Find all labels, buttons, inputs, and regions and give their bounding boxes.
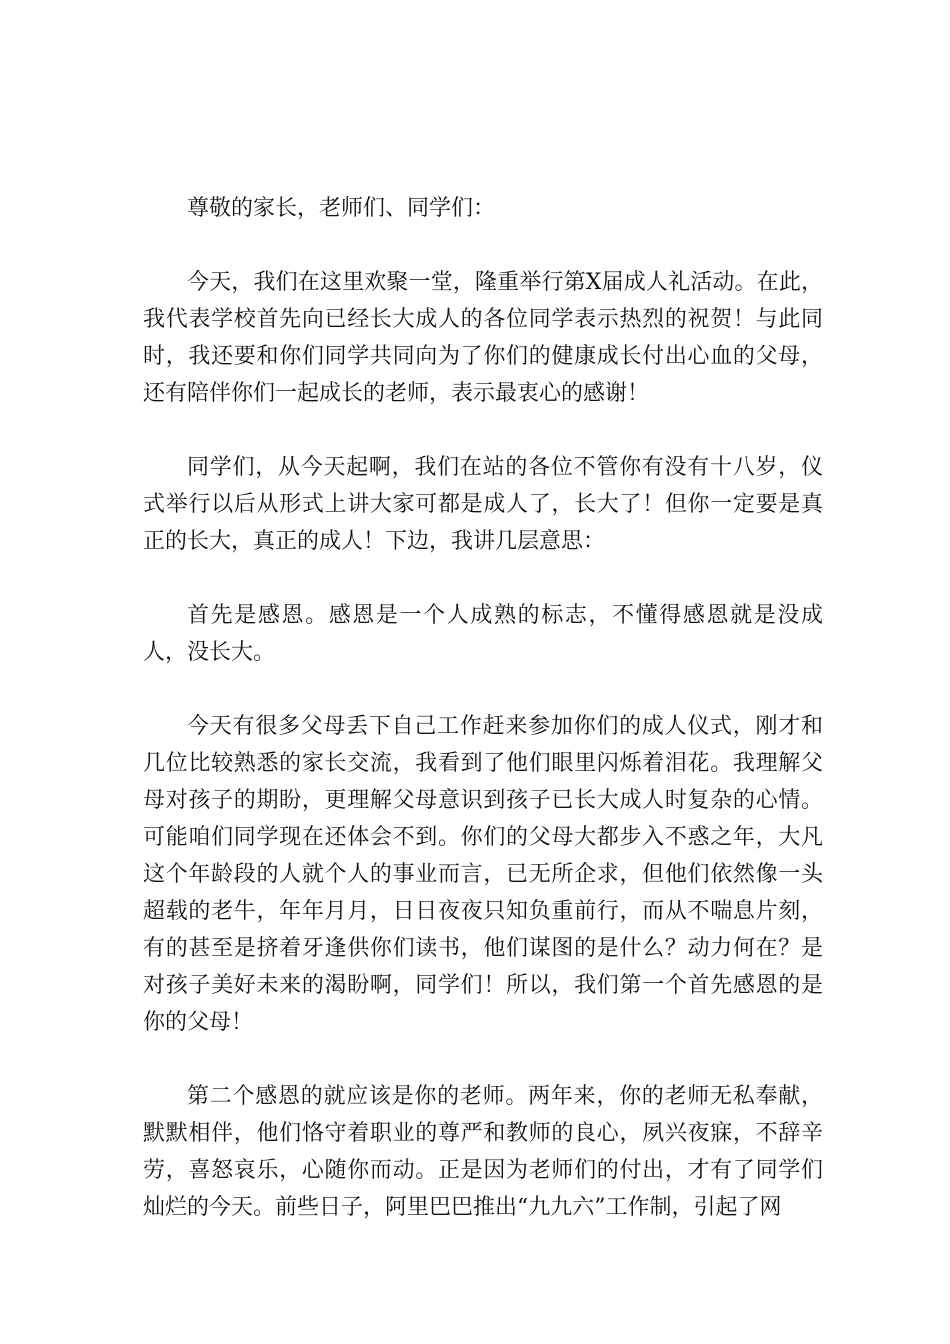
paragraph-2: 同学们，从今天起啊，我们在站的各位不管你有没有十八岁，仪式举行以后从形式上讲大家可都是成人了，长大了！但你一定要是真正的长大，真正的成人！下边，我讲几层意思： xyxy=(143,455,823,554)
paragraph-4: 今天有很多父母丢下自己工作赶来参加你们的成人仪式，刚才和几位比较熟悉的家长交流，我看到了他们眼里闪烁着泪花。我理解父母对孩子的期盼，更理解父母意识到孩子已长大成人时复杂的心情。可能咱们同学现在还体会不到。你们的父母大都步入不惑之年，大凡这个年龄段的人就个人的事业而言，已无所企求，但他们依然像一头超载的老牛，年年月月，日日夜夜只知负重前行，而从不喘息片刻，有的甚至是挤着牙逢供你们读书，他们谋图的是什么？动力何在？是对孩子美好未来的渴盼啊，同学们！所以，我们第一个首先感恩的是你的父母！ xyxy=(143,714,823,1035)
paragraph-5: 第二个感恩的就应该是你的老师。两年来，你的老师无私奉献，默默相伴，他们恪守着职业的尊严和教师的良心，夙兴夜寐，不辞辛劳，喜怒哀乐，心随你而动。正是因为老师们的付出，才有了同学们灿烂的今天。前些日子，阿里巴巴推出“九九六”工作制，引起了网 xyxy=(143,1084,823,1220)
paragraph-1: 今天，我们在这里欢聚一堂，隆重举行第X届成人礼活动。在此，我代表学校首先向已经长大成人的各位同学表示热烈的祝贺！与此同时，我还要和你们同学共同向为了你们的健康成长付出心血的父母，还有陪伴你们一起成长的老师，表示最衷心的感谢！ xyxy=(143,270,823,406)
document-body xyxy=(143,190,823,1263)
paragraph-3: 首先是感恩。感恩是一个人成熟的标志，不懂得感恩就是没成人，没长大。 xyxy=(143,603,823,665)
salutation: 尊敬的家长，老师们、同学们： xyxy=(187,196,496,221)
